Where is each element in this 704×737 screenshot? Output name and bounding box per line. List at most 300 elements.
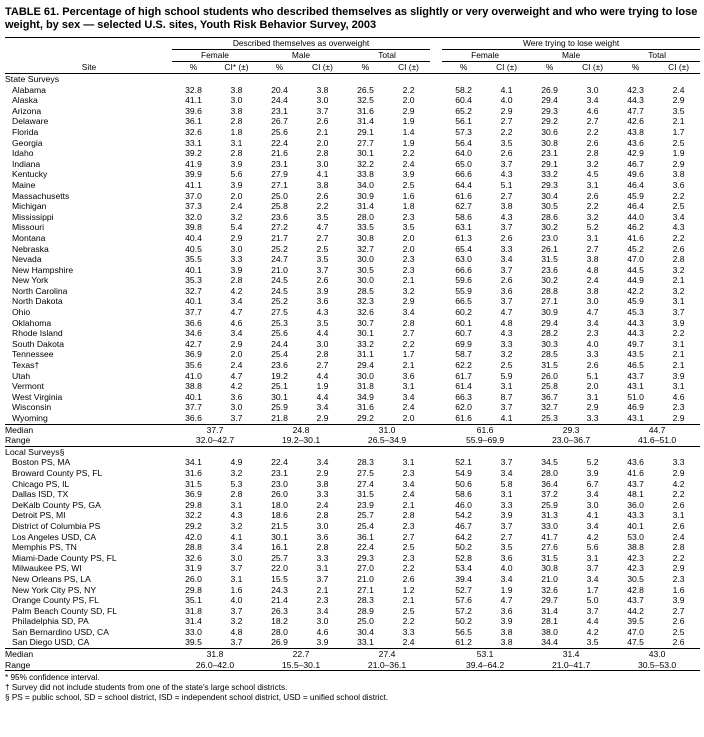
value-cell: 45.2 [627, 243, 644, 254]
value-cell: 23.6 [271, 360, 288, 371]
site-cell: Delaware [12, 116, 49, 127]
group-gap [430, 371, 442, 382]
value-cell: 26.7 [271, 116, 288, 127]
value-cell: 2.2 [402, 148, 415, 159]
value-cell: 42.0 [185, 531, 202, 542]
value-cell: 6.7 [586, 478, 599, 489]
group-gap [430, 159, 442, 170]
value-cell: 3.3 [230, 254, 243, 265]
value-cell: 3.7 [316, 573, 329, 584]
table-row [5, 328, 700, 339]
value-cell: 24.5 [271, 285, 288, 296]
value-cell: 2.7 [500, 116, 513, 127]
table-row [5, 563, 700, 574]
value-cell: 3.1 [586, 232, 599, 243]
value-cell: 20.4 [271, 84, 288, 95]
value-cell: 2.2 [586, 201, 599, 212]
group-gap [430, 627, 442, 638]
value-cell: 3.3 [500, 338, 513, 349]
value-cell: 2.1 [402, 595, 415, 606]
value-cell: 3.1 [672, 510, 685, 521]
value-cell: 29.1 [357, 126, 374, 137]
value-cell: 2.1 [672, 360, 685, 371]
group-gap [430, 413, 442, 424]
table-row [5, 244, 700, 255]
value-cell: 4.8 [230, 626, 243, 637]
aggregate-value-cell: 43.0 [614, 649, 700, 660]
value-cell: 4.6 [230, 317, 243, 328]
table-row [5, 191, 700, 202]
value-cell: 3.9 [586, 467, 599, 478]
value-cell: 3.9 [672, 595, 685, 606]
value-cell: 2.4 [402, 637, 415, 648]
value-cell: 37.7 [185, 307, 202, 318]
value-cell: 3.4 [316, 457, 329, 468]
value-cell: 62.0 [455, 402, 472, 413]
value-cell: 23.9 [357, 499, 374, 510]
value-cell: 31.5 [541, 552, 558, 563]
value-cell: 25.4 [271, 349, 288, 360]
group-gap [430, 532, 442, 543]
table-row [5, 318, 700, 329]
value-cell: 3.0 [316, 520, 329, 531]
footnote: § PS = public school, SD = school district, ISD = independent school district, USD = unified school district. [5, 693, 389, 703]
value-cell: 45.3 [627, 307, 644, 318]
table-row [5, 402, 700, 413]
value-cell: 34.4 [541, 637, 558, 648]
value-cell: 2.2 [402, 338, 415, 349]
footnote: * 95% confidence interval. [5, 673, 100, 683]
value-cell: 1.9 [316, 381, 329, 392]
group-gap [430, 95, 442, 106]
value-cell: 3.2 [402, 285, 415, 296]
group-gap [430, 479, 442, 490]
value-cell: 32.5 [357, 95, 374, 106]
value-cell: 3.8 [230, 105, 243, 116]
aggregate-value-cell: 61.6 [442, 424, 528, 435]
group-gap [430, 500, 442, 511]
value-cell: 2.1 [316, 126, 329, 137]
value-cell: 3.5 [316, 254, 329, 265]
value-cell: 60.2 [455, 307, 472, 318]
value-cell: 61.6 [455, 413, 472, 423]
value-cell: 2.9 [672, 413, 685, 423]
value-cell: 36.1 [185, 116, 202, 127]
site-cell: San Diego USD, CA [12, 637, 90, 648]
site-cell: Palm Beach County SD, FL [12, 605, 118, 616]
value-cell: 5.2 [586, 222, 599, 233]
value-cell: 26.9 [541, 84, 558, 95]
value-cell: 30.8 [541, 563, 558, 574]
site-cell: New Orleans PS, LA [12, 573, 91, 584]
group-gap [430, 148, 442, 159]
group-gap [430, 616, 442, 627]
value-cell: 2.8 [402, 317, 415, 328]
value-cell: 56.5 [455, 626, 472, 637]
group-gap [430, 349, 442, 360]
value-cell: 3.7 [586, 563, 599, 574]
value-cell: 8.7 [500, 391, 513, 402]
value-cell: 32.7 [185, 285, 202, 296]
value-cell: 56.4 [455, 137, 472, 148]
aggregate-value-cell: 26.0–42.0 [172, 660, 258, 671]
value-cell: 3.9 [316, 285, 329, 296]
value-cell: 3.2 [586, 211, 599, 222]
value-cell: 2.4 [402, 158, 415, 169]
value-cell: 2.6 [672, 520, 685, 531]
value-cell: 33.1 [185, 137, 202, 148]
value-cell: 46.7 [455, 520, 472, 531]
col-header-pct: % [344, 62, 387, 74]
table-row [5, 457, 700, 468]
col-header-ci: CI (±) [301, 62, 344, 74]
value-cell: 3.8 [230, 84, 243, 95]
footnotes [5, 673, 700, 703]
value-cell: 3.6 [500, 605, 513, 616]
value-cell: 25.9 [541, 499, 558, 510]
value-cell: 28.5 [541, 349, 558, 360]
value-cell: 27.5 [271, 307, 288, 318]
value-cell: 42.3 [627, 84, 644, 95]
table-row [5, 201, 700, 212]
value-cell: 4.3 [316, 307, 329, 318]
value-cell: 25.4 [357, 520, 374, 531]
value-cell: 36.1 [357, 531, 374, 542]
value-cell: 32.2 [185, 510, 202, 521]
sex-header-row [5, 50, 700, 62]
value-cell: 3.2 [672, 264, 685, 275]
value-cell: 1.7 [402, 349, 415, 360]
value-cell: 37.7 [185, 402, 202, 413]
value-cell: 59.6 [455, 275, 472, 286]
value-cell: 5.9 [500, 370, 513, 381]
table-row [5, 637, 700, 648]
value-cell: 2.6 [586, 190, 599, 201]
aggregate-value-cell: 31.8 [172, 649, 258, 660]
value-cell: 3.4 [672, 211, 685, 222]
value-cell: 36.6 [185, 317, 202, 328]
value-cell: 3.4 [586, 317, 599, 328]
value-cell: 25.8 [271, 201, 288, 212]
value-cell: 3.0 [586, 296, 599, 307]
value-cell: 39.9 [185, 169, 202, 180]
value-cell: 33.1 [357, 637, 374, 648]
site-cell: Wyoming [12, 413, 48, 423]
value-cell: 2.3 [402, 211, 415, 222]
value-cell: 26.1 [541, 243, 558, 254]
group-header-row [5, 38, 700, 50]
value-cell: 30.4 [357, 626, 374, 637]
value-cell: 2.6 [500, 148, 513, 159]
value-cell: 25.0 [357, 616, 374, 627]
table-row [5, 532, 700, 543]
group-gap [430, 286, 442, 297]
value-cell: 28.0 [271, 626, 288, 637]
value-cell: 2.5 [316, 243, 329, 254]
site-cell: Alaska [12, 95, 38, 106]
value-cell: 2.4 [672, 84, 685, 95]
group-gap [430, 180, 442, 191]
value-cell: 27.0 [357, 563, 374, 574]
table-row [5, 127, 700, 138]
median-row [5, 649, 700, 660]
value-cell: 2.8 [316, 510, 329, 521]
value-cell: 2.6 [672, 616, 685, 627]
table-row [5, 510, 700, 521]
value-cell: 57.3 [455, 126, 472, 137]
value-cell: 25.3 [541, 413, 558, 423]
value-cell: 43.7 [627, 478, 644, 489]
value-cell: 4.7 [230, 307, 243, 318]
value-cell: 25.8 [541, 381, 558, 392]
value-cell: 32.6 [185, 126, 202, 137]
value-cell: 44.5 [627, 264, 644, 275]
value-cell: 4.9 [230, 457, 243, 468]
value-cell: 43.6 [627, 137, 644, 148]
value-cell: 2.2 [402, 84, 415, 95]
value-cell: 43.1 [627, 381, 644, 392]
value-cell: 3.7 [230, 563, 243, 574]
value-cell: 39.2 [185, 148, 202, 159]
value-cell: 3.4 [402, 478, 415, 489]
table-row [5, 275, 700, 286]
table-header [5, 38, 700, 74]
value-cell: 3.0 [586, 84, 599, 95]
value-cell: 43.1 [627, 413, 644, 423]
value-cell: 3.5 [402, 222, 415, 233]
value-cell: 2.3 [402, 264, 415, 275]
value-cell: 35.1 [185, 595, 202, 606]
site-cell: Oklahoma [12, 317, 52, 328]
value-cell: 2.7 [672, 605, 685, 616]
value-cell: 3.1 [672, 338, 685, 349]
value-cell: 2.8 [672, 542, 685, 553]
value-cell: 4.3 [500, 169, 513, 180]
value-cell: 39.5 [627, 616, 644, 627]
value-cell: 24.3 [271, 584, 288, 595]
value-cell: 4.3 [500, 211, 513, 222]
site-cell: Alabama [12, 84, 46, 95]
value-cell: 30.2 [541, 222, 558, 233]
value-cell: 30.9 [357, 190, 374, 201]
group-gap [430, 296, 442, 307]
value-cell: 3.7 [586, 605, 599, 616]
value-cell: 2.5 [402, 605, 415, 616]
value-cell: 3.1 [586, 391, 599, 402]
value-cell: 2.6 [316, 116, 329, 127]
value-cell: 30.0 [357, 275, 374, 286]
value-cell: 22.4 [271, 457, 288, 468]
value-cell: 16.1 [271, 542, 288, 553]
value-cell: 3.7 [230, 637, 243, 648]
value-cell: 3.3 [672, 457, 685, 468]
value-cell: 3.7 [500, 296, 513, 307]
value-cell: 2.1 [672, 275, 685, 286]
value-cell: 4.4 [316, 370, 329, 381]
value-cell: 23.6 [541, 264, 558, 275]
value-cell: 2.9 [586, 402, 599, 413]
value-cell: 3.4 [500, 254, 513, 265]
value-cell: 3.3 [316, 552, 329, 563]
value-cell: 3.2 [230, 520, 243, 531]
value-cell: 3.1 [230, 573, 243, 584]
value-cell: 5.1 [586, 370, 599, 381]
value-cell: 27.1 [271, 179, 288, 190]
value-cell: 41.6 [627, 467, 644, 478]
group-gap [430, 553, 442, 564]
value-cell: 2.5 [672, 201, 685, 212]
site-cell: Los Angeles USD, CA [12, 531, 97, 542]
value-cell: 3.2 [500, 349, 513, 360]
group-gap [430, 457, 442, 468]
value-cell: 2.2 [672, 489, 685, 500]
value-cell: 23.0 [271, 478, 288, 489]
value-cell: 31.9 [185, 563, 202, 574]
value-cell: 49.7 [627, 338, 644, 349]
value-cell: 51.0 [627, 391, 644, 402]
value-cell: 2.1 [402, 499, 415, 510]
value-cell: 42.3 [627, 563, 644, 574]
value-cell: 42.9 [627, 148, 644, 159]
value-cell: 4.7 [500, 307, 513, 318]
value-cell: 3.3 [402, 626, 415, 637]
value-cell: 3.8 [500, 637, 513, 648]
value-cell: 27.1 [357, 584, 374, 595]
median-row [5, 424, 700, 435]
site-cell: North Carolina [12, 285, 68, 296]
value-cell: 53.0 [627, 531, 644, 542]
col-header-total-lose-weight: Total [614, 50, 700, 62]
value-cell: 41.1 [185, 95, 202, 106]
value-cell: 3.9 [500, 510, 513, 521]
value-cell: 3.8 [586, 285, 599, 296]
aggregate-value-cell: 23.0–36.7 [528, 435, 614, 446]
value-cell: 3.1 [586, 552, 599, 563]
value-cell: 33.2 [541, 169, 558, 180]
value-cell: 3.6 [672, 179, 685, 190]
site-cell: Wisconsin [12, 402, 52, 413]
range-row [5, 660, 700, 671]
group-gap [430, 521, 442, 532]
table-row [5, 627, 700, 638]
value-cell: 3.2 [230, 616, 243, 627]
aggregate-label: Median [5, 424, 172, 435]
aggregate-value-cell: 32.0–42.7 [172, 435, 258, 446]
value-cell: 29.8 [185, 499, 202, 510]
value-cell: 2.8 [230, 489, 243, 500]
value-cell: 3.9 [500, 616, 513, 627]
value-cell: 4.7 [316, 222, 329, 233]
aggregate-value-cell: 53.1 [442, 649, 528, 660]
value-cell: 26.0 [271, 489, 288, 500]
value-cell: 58.6 [455, 489, 472, 500]
value-cell: 3.8 [586, 254, 599, 265]
site-column-header: Site [5, 62, 172, 74]
value-cell: 54.9 [455, 467, 472, 478]
site-cell: Maine [12, 179, 36, 190]
value-cell: 2.6 [586, 360, 599, 371]
table-row [5, 307, 700, 318]
data-table [5, 37, 700, 671]
value-cell: 45.9 [627, 190, 644, 201]
value-cell: 2.0 [402, 413, 415, 423]
value-cell: 1.6 [230, 584, 243, 595]
value-cell: 58.2 [455, 84, 472, 95]
value-cell: 41.1 [185, 179, 202, 190]
value-cell: 44.0 [627, 211, 644, 222]
value-cell: 36.9 [185, 349, 202, 360]
value-cell: 3.5 [500, 137, 513, 148]
value-cell: 57.2 [455, 605, 472, 616]
value-cell: 46.4 [627, 201, 644, 212]
site-cell: Arizona [12, 105, 42, 116]
value-cell: 2.9 [672, 158, 685, 169]
value-cell: 4.6 [586, 105, 599, 116]
table-row [5, 489, 700, 500]
value-cell: 28.6 [541, 211, 558, 222]
value-cell: 2.7 [500, 531, 513, 542]
value-cell: 4.1 [316, 169, 329, 180]
value-cell: 3.1 [402, 457, 415, 468]
table-row [5, 585, 700, 596]
table-row [5, 233, 700, 244]
table-row [5, 254, 700, 265]
site-cell: Chicago PS, IL [12, 478, 70, 489]
value-cell: 35.3 [185, 275, 202, 286]
group-gap [430, 116, 442, 127]
group-gap [430, 212, 442, 223]
value-cell: 38.8 [185, 381, 202, 392]
value-cell: 1.9 [402, 116, 415, 127]
value-cell: 4.7 [230, 370, 243, 381]
value-cell: 23.0 [541, 232, 558, 243]
value-cell: 2.5 [500, 360, 513, 371]
value-cell: 2.6 [500, 275, 513, 286]
value-cell: 69.9 [455, 338, 472, 349]
value-cell: 3.4 [230, 296, 243, 307]
site-cell: Kentucky [12, 169, 48, 180]
value-cell: 47.0 [627, 254, 644, 265]
value-cell: 28.0 [541, 467, 558, 478]
value-cell: 15.5 [271, 573, 288, 584]
value-cell: 27.2 [271, 222, 288, 233]
value-cell: 36.6 [185, 413, 202, 423]
value-cell: 30.0 [357, 370, 374, 381]
value-cell: 4.2 [230, 381, 243, 392]
value-cell: 2.8 [230, 116, 243, 127]
value-cell: 2.9 [672, 95, 685, 106]
value-cell: 3.3 [500, 243, 513, 254]
value-cell: 2.5 [672, 626, 685, 637]
group-gap [430, 127, 442, 138]
value-cell: 3.4 [316, 605, 329, 616]
value-cell: 36.7 [541, 391, 558, 402]
value-cell: 38.8 [627, 542, 644, 553]
value-cell: 30.5 [541, 201, 558, 212]
site-cell: Memphis PS, TN [12, 542, 77, 553]
group-gap [430, 392, 442, 403]
value-cell: 3.7 [500, 520, 513, 531]
value-cell: 3.8 [500, 626, 513, 637]
value-cell: 29.4 [357, 360, 374, 371]
value-cell: 2.1 [402, 360, 415, 371]
group-gap [430, 254, 442, 265]
value-cell: 63.0 [455, 254, 472, 265]
value-cell: 2.0 [230, 349, 243, 360]
value-cell: 30.8 [541, 137, 558, 148]
value-cell: 60.7 [455, 328, 472, 339]
value-cell: 2.9 [672, 467, 685, 478]
